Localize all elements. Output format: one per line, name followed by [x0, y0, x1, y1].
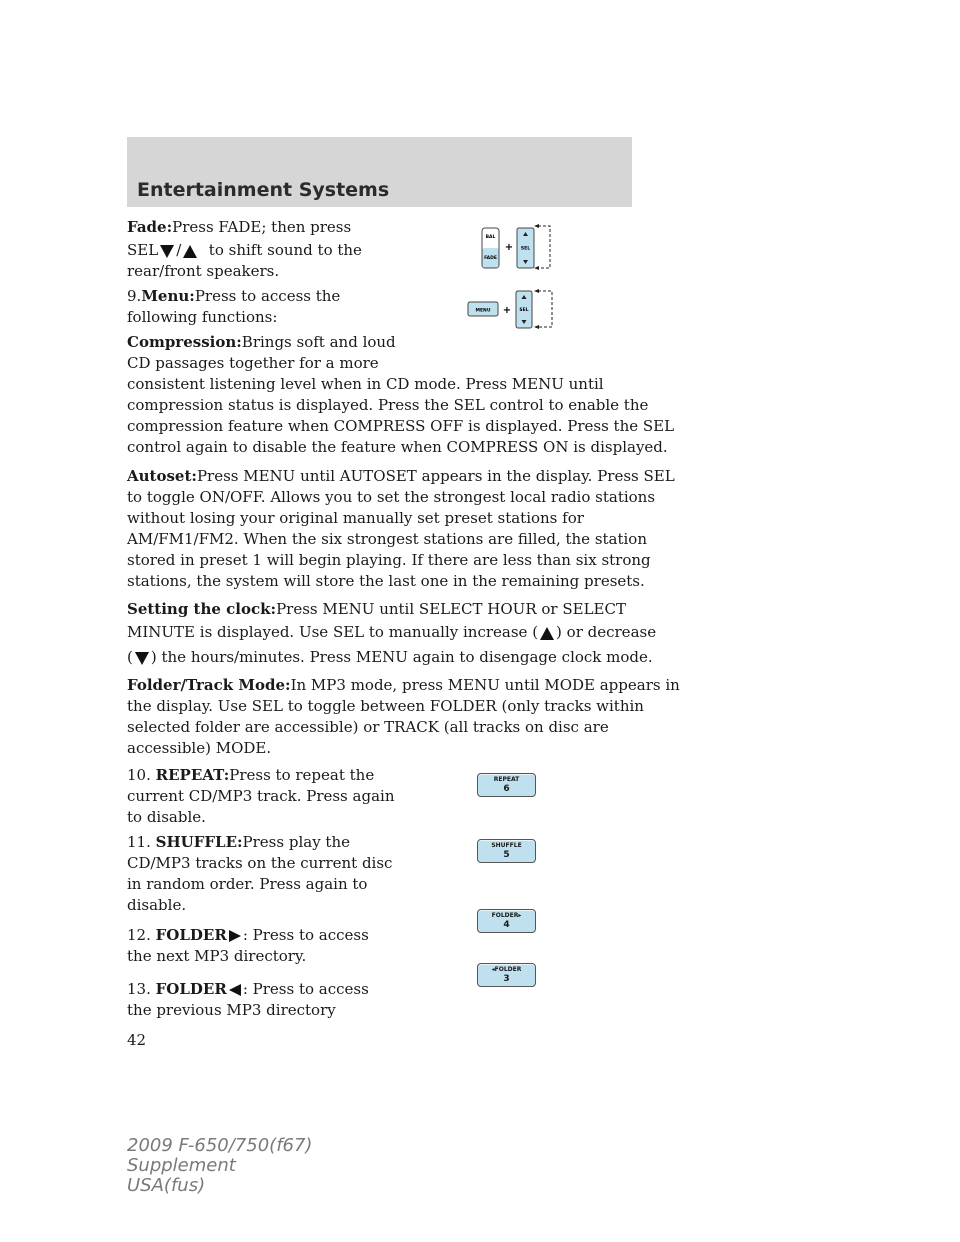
footer-line-3: USA(fus) [127, 1175, 206, 1196]
menu-line-2: following functions: [127, 308, 278, 326]
footer-line-1: 2009 F-650/750(f67) [127, 1135, 313, 1156]
fade-line-1: Fade:Press FADE; then press [127, 218, 352, 236]
autoset-line-2: to toggle ON/OFF. Allows you to set the strongest local radio stations [127, 488, 656, 506]
section-title: Entertainment Systems [137, 179, 390, 201]
folder-mode-line-1: Folder/Track Mode:In MP3 mode, press MENU until MODE appears in [127, 676, 680, 694]
shuffle-line-4: disable. [127, 896, 187, 914]
fade-label: Fade: [127, 218, 173, 236]
arrow-down-icon [135, 652, 149, 665]
repeat-line-2: current CD/MP3 track. Press again [127, 787, 395, 805]
folder-mode-line-3: selected folder are accessible) or TRACK (all tracks on disc are [127, 718, 609, 736]
plus-sign: + [504, 242, 514, 253]
footer-line-2: Supplement [127, 1155, 236, 1176]
folder-mode-line-4: accessible) MODE. [127, 739, 272, 757]
sel-label: SEL [520, 246, 531, 252]
arrow-up-icon [183, 245, 197, 258]
folder-prev-line-1: 13. FOLDER : Press to access [127, 980, 369, 998]
section-header-band [127, 137, 632, 207]
compression-label: Compression: [127, 333, 242, 351]
triangle-left-icon [229, 984, 241, 996]
bal-fade-sel-diagram [480, 222, 558, 274]
clock-line-3: ( ) the hours/minutes. Press MENU again to disengage clock mode. [127, 648, 653, 666]
autoset-line-3: without losing your original manually set preset stations for [127, 509, 584, 527]
menu-sel-diagram [466, 288, 558, 332]
compression-line-1: Compression:Brings soft and loud [127, 333, 396, 351]
autoset-line-4: AM/FM1/FM2. When the six strongest stations are filled, the station [127, 530, 647, 548]
repeat-line-3: to disable. [127, 808, 206, 826]
shuffle-line-2: CD/MP3 tracks on the current disc [127, 854, 393, 872]
triangle-right-icon [229, 930, 241, 942]
sel-label-2: SEL [519, 308, 529, 313]
folder-3-button: ◂FOLDER 3 [477, 963, 536, 987]
compression-line-3: consistent listening level when in CD mode. Press MENU until [127, 375, 604, 393]
page-number: 42 [127, 1031, 147, 1049]
folder-mode-label: Folder/Track Mode: [127, 676, 291, 694]
fade-line-3: rear/front speakers. [127, 262, 280, 280]
shuffle-label: SHUFFLE: [155, 833, 243, 851]
clock-label: Setting the clock: [127, 600, 277, 618]
arrow-down-icon [160, 245, 174, 258]
menu-button-label: MENU [475, 308, 491, 314]
shuffle-line-3: in random order. Press again to [127, 875, 368, 893]
compression-line-5: compression feature when COMPRESS OFF is displayed. Press the SEL [127, 417, 675, 435]
menu-label: Menu: [141, 287, 195, 305]
arrow-up-icon [540, 627, 554, 640]
repeat-6-button: REPEAT 6 [477, 773, 536, 797]
folder-prev-label: FOLDER [155, 980, 227, 998]
compression-line-4: compression status is displayed. Press the SEL control to enable the [127, 396, 649, 414]
menu-line-1: 9.Menu:Press to access the [127, 287, 341, 305]
fade-line-2: SEL / to shift sound to the [127, 241, 362, 259]
fade-label-small: FADE [484, 256, 497, 261]
autoset-label: Autoset: [127, 467, 197, 485]
repeat-line-1: 10. REPEAT:Press to repeat the [127, 766, 375, 784]
shuffle-line-1: 11. SHUFFLE:Press play the [127, 833, 351, 851]
folder-prev-line-2: the previous MP3 directory [127, 1001, 336, 1019]
autoset-line-6: stations, the system will store the last one in the remaining presets. [127, 572, 645, 590]
autoset-line-5: stored in preset 1 will begin playing. If there are less than six strong [127, 551, 651, 569]
footer-block [127, 1136, 312, 1196]
clock-line-1: Setting the clock:Press MENU until SELECT HOUR or SELECT [127, 600, 626, 618]
bal-label: BAL [485, 235, 496, 240]
compression-line-2: CD passages together for a more [127, 354, 379, 372]
folder-mode-line-2: the display. Use SEL to toggle between FOLDER (only tracks within [127, 697, 644, 715]
folder-next-line-1: 12. FOLDER : Press to access [127, 926, 369, 944]
folder-next-line-2: the next MP3 directory. [127, 947, 307, 965]
folder-next-label: FOLDER [155, 926, 227, 944]
clock-line-2: MINUTE is displayed. Use SEL to manually increase ( ) or decrease [127, 623, 657, 641]
compression-line-6: control again to disable the feature when COMPRESS ON is displayed. [127, 438, 668, 456]
plus-sign-2: + [502, 305, 512, 316]
shuffle-5-button: SHUFFLE 5 [477, 839, 536, 863]
repeat-label: REPEAT: [155, 766, 230, 784]
autoset-line-1: Autoset:Press MENU until AUTOSET appears in the display. Press SEL [127, 467, 675, 485]
folder-4-button: FOLDER▸ 4 [477, 909, 536, 933]
